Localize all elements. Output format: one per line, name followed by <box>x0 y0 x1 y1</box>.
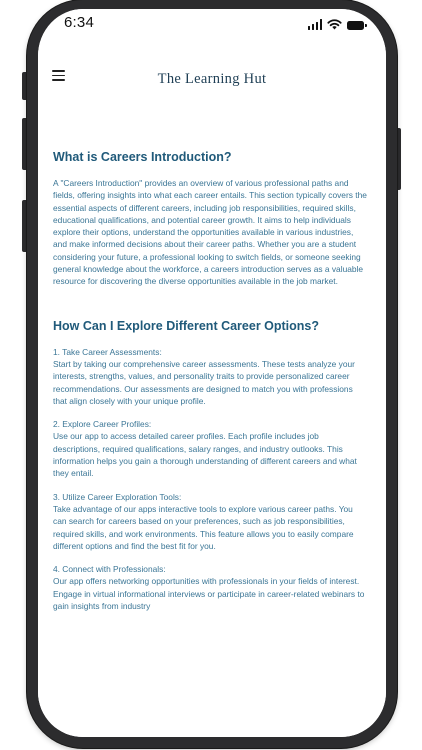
item-body: Our app offers networking opportunities with professionals in your fields of interest. Engage in virtual informational interviews or participate in career-related webinars to gain insights from industry <box>53 576 365 612</box>
phone-screen <box>38 9 386 737</box>
item-heading: 1. Take Career Assessments: <box>53 346 162 357</box>
item-heading: 3. Utilize Career Exploration Tools: <box>53 491 182 502</box>
list-item <box>53 418 368 479</box>
list-item <box>53 563 368 612</box>
item-heading: 4. Connect with Professionals: <box>53 564 166 575</box>
item-body: Start by taking our comprehensive career assessments. These tests analyze your interests, strengths, values, and personality traits to provide personalized career recommendations. Our assessments are designed to match you with professions that align closely with your unique profile. <box>53 358 355 406</box>
status-icons <box>308 18 365 30</box>
app-title: The Learning Hut <box>157 71 267 87</box>
main-content <box>53 149 368 636</box>
status-time: 6:34 <box>64 14 94 31</box>
section-careers-introduction <box>53 149 368 288</box>
item-body: Use our app to access detailed career profiles. Each profile includes job descriptions, required qualifications, salary ranges, and industry outlooks. This information helps you gain a thorough understanding of different careers and what they entail. <box>53 431 357 479</box>
status-bar <box>38 9 386 37</box>
section-title: How Can I Explore Different Career Options? <box>53 318 320 333</box>
signal-icon <box>308 19 323 30</box>
item-body: Take advantage of our apps interactive tools to explore various career paths. You can search for careers based on your preferences, such as job responsibilities, required skills, and work environments. This feature allows you to easily compare different options and find the best fit for you. <box>53 503 354 551</box>
section-explore-career-options <box>53 318 368 613</box>
item-heading: 2. Explore Career Profiles: <box>53 419 152 430</box>
section-title: What is Careers Introduction? <box>53 150 232 164</box>
battery-icon <box>347 21 364 30</box>
wifi-icon <box>327 19 342 30</box>
app-header <box>38 61 386 97</box>
list-item <box>53 491 368 552</box>
section-body: A "Careers Introduction" provides an overview of various professional paths and fields, offering insights into what each career entails. This section typically covers the essential aspects of different careers, including job responsibilities, required skills, educational qualifications, and potential career growth. It aims to help individuals explore their options, understand the opportunities available in various industries, and make informed decisions about their career paths. Whether you are a student considering your future, a professional looking to switch fields, or someone seeking general knowledge about the workforce, a careers introduction serves as a valuable resource for discovering the diverse opportunities available in the job market. <box>53 178 367 287</box>
phone-frame <box>27 0 397 748</box>
list-item <box>53 346 368 407</box>
